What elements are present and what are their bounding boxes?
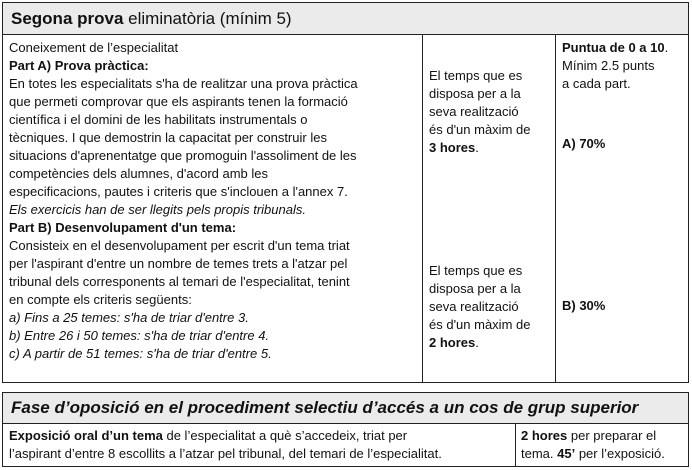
section-title-fase-oposicio: Fase d’oposició en el procediment selectiu d’accés a un cos de grup superior — [2, 392, 689, 424]
exposicio-bold: Exposició oral d’un tema — [9, 428, 163, 443]
part-a-line: científica i el domini de les habilitats instrumentals o — [9, 112, 308, 127]
part-a-line: En totes les especialitats s'ha de realitzar una prova pràctica — [9, 76, 358, 91]
min-line: a cada part. — [562, 76, 631, 91]
min-line: Mínim 2.5 punts — [562, 58, 655, 73]
exposicio-description — [3, 424, 515, 466]
time-line: El temps que es — [429, 263, 523, 278]
part-a-line: especificacions, pautes i criteris que s'inclouen a l'annex 7. — [9, 184, 348, 199]
prep-text: per l’exposició. — [575, 446, 665, 461]
prep-hours: 2 hores — [521, 428, 568, 443]
time-b-bold: 2 hores — [429, 335, 476, 350]
exposicio-table — [2, 423, 689, 467]
intro-text: Coneixement de l’especialitat — [9, 40, 179, 55]
period: . — [664, 40, 669, 55]
title-rest: eliminatòria (mínim 5) — [123, 9, 292, 28]
time-part-a — [429, 67, 530, 157]
time-line: seva realització — [429, 104, 519, 119]
exposicio-time — [515, 424, 688, 466]
time-line: disposa per a la — [429, 281, 521, 296]
part-a-percentage: A) 70% — [562, 136, 606, 151]
time-line: disposa per a la — [429, 86, 521, 101]
part-b-line: tribunal dels corresponents al temari de l'especialitat, tenint — [9, 274, 350, 289]
part-b-criterion: a) Fins a 25 temes: s'ha de triar d'entre 3. — [9, 310, 249, 325]
part-b-line: Consisteix en el desenvolupament per escrit d'un tema triat — [9, 238, 350, 253]
part-b-percentage: B) 30% — [562, 298, 606, 313]
part-a-line: situacions d'aprenentatge que promoguin l'assoliment de les — [9, 148, 357, 163]
content-column — [3, 35, 422, 382]
time-column — [422, 35, 555, 382]
title-bold: Segona prova — [11, 9, 124, 28]
time-line: és d'un màxim de — [429, 317, 531, 332]
part-a-line: tècniques. I que demostrin la capacitat per construir les — [9, 130, 327, 145]
prep-text: tema. — [521, 446, 558, 461]
time-line: és d'un màxim de — [429, 122, 531, 137]
part-b-criterion: b) Entre 26 i 50 temes: s'ha de triar d'entre 4. — [9, 328, 270, 343]
part-b-criterion: c) A partir de 51 temes: s'ha de triar d'entre 5. — [9, 346, 272, 361]
part-b-line: per l'aspirant d'entre un nombre de temes trets a l'atzar pel — [9, 256, 348, 271]
period: . — [475, 140, 479, 155]
section-title-segona-prova — [2, 2, 689, 35]
time-a-bold: 3 hores — [429, 140, 476, 155]
exposicio-minutes: 45’ — [557, 446, 576, 461]
segona-prova-table — [2, 34, 689, 383]
exposicio-text: de l’especialitat a què s’accedeix, triat per — [162, 428, 408, 443]
period: . — [475, 335, 479, 350]
part-a-line: competències dels alumnes, d'acord amb les — [9, 166, 269, 181]
part-b-title: Part B) Desenvolupament d'un tema: — [9, 220, 237, 235]
part-a-note: Els exercicis han de ser llegits pels propis tribunals. — [9, 202, 306, 217]
score-range: Puntua de 0 a 10 — [562, 40, 665, 55]
time-part-b — [429, 262, 530, 352]
part-a-line: que permeti comprovar que els aspirants tenen la formació — [9, 94, 348, 109]
prep-text: per preparar el — [567, 428, 657, 443]
time-line: El temps que es — [429, 68, 523, 83]
part-b-line: en compte els criteris següents: — [9, 292, 192, 307]
score-column — [555, 35, 688, 382]
part-a-title: Part A) Prova pràctica: — [9, 58, 149, 73]
time-line: seva realització — [429, 299, 519, 314]
exposicio-text: l’aspirant d’entre 8 escollits a l’atzar pel tribunal, del temari de l’especialitat. — [9, 446, 442, 461]
